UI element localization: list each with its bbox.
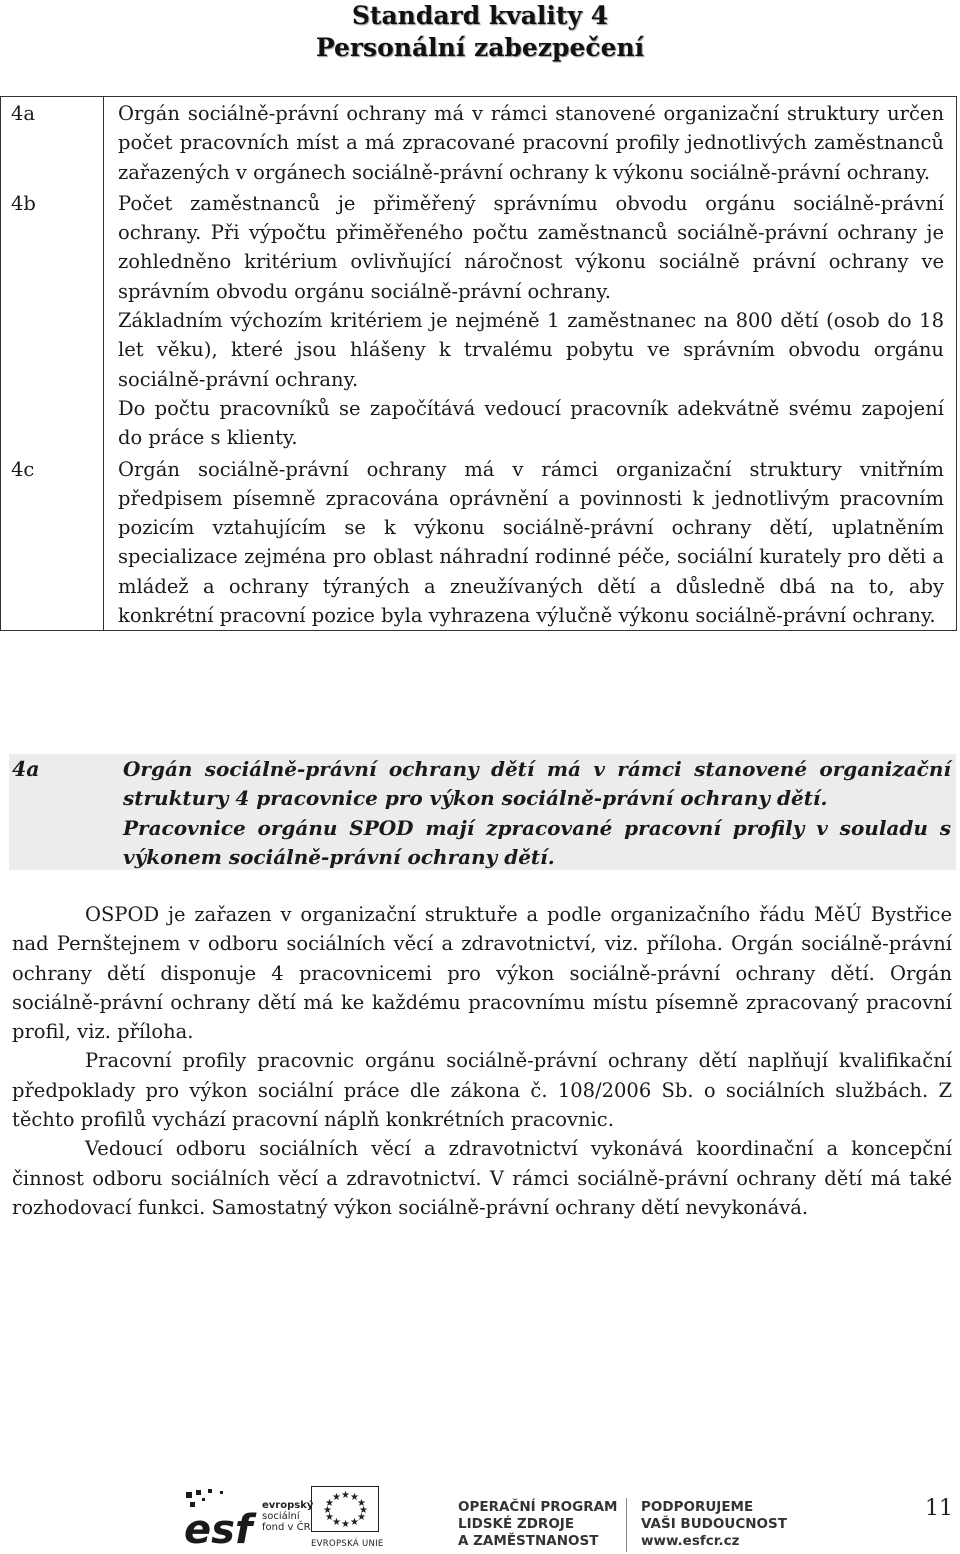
support-logo-text xyxy=(641,1499,787,1550)
op-line: OPERAČNÍ PROGRAM xyxy=(458,1499,618,1515)
criterion-code: 4c xyxy=(1,453,104,631)
footer xyxy=(0,1480,960,1554)
body-text xyxy=(12,900,952,1222)
esf-caption-line: evropský xyxy=(262,1500,314,1511)
esf-caption xyxy=(262,1500,313,1533)
eu-caption: EVROPSKÁ UNIE xyxy=(311,1539,384,1549)
highlight-line: Pracovnice orgánu SPOD mají zpracované pracovní profily v souladu s výkonem sociálně-právní ochrany dětí. xyxy=(123,815,951,870)
body-paragraph: Pracovní profily pracovnic orgánu sociálně-právní ochrany dětí naplňují kvalifikační předpoklady pro výkon sociální práce dle zákona č. 108/2006 Sb. o sociálních službách. Z těchto profilů vychází pracovní náplň konkrétních pracovnic. xyxy=(12,1049,952,1132)
esf-logo-icon xyxy=(182,1488,260,1550)
support-url: www.esfcr.cz xyxy=(641,1533,740,1549)
criterion-paragraph: Orgán sociálně-právní ochrany má v rámci organizační struktury vnitřním předpisem písemně zpracována oprávnění a povinnosti k jednotlivým pracovním pozicím vztahujícím se k výkonu sociálně-právní ochrany dětí, uplatněním specializace zejména pro oblast náhradní rodinné péče, sociální kurately pro děti a mládež a ochrany týraných a zneužívaných dětí a důsledně dbá na to, aby konkrétní pracovní pozice byla vyhrazena výlučně výkonu sociálně-právní ochrany. xyxy=(118,457,944,628)
highlight-text xyxy=(123,755,951,873)
op-line: LIDSKÉ ZDROJE xyxy=(458,1516,575,1532)
esf-caption-line: sociální xyxy=(262,1511,300,1522)
table-row xyxy=(1,97,957,187)
page-number: 11 xyxy=(925,1496,953,1521)
criterion-code: 4a xyxy=(1,97,104,187)
support-line: PODPORUJEME xyxy=(641,1499,754,1515)
esf-logo-text: esf xyxy=(184,1507,253,1550)
op-logo-text xyxy=(458,1499,618,1550)
criterion-paragraph: Orgán sociálně-právní ochrany má v rámci stanovené organizační struktury určen počet pracovních míst a má zpracované pracovní profily jednotlivých zaměstnanců zařazených v orgánech sociálně-právní ochrany k výkonu sociálně-právní ochrany. xyxy=(118,102,944,184)
criterion-code: 4b xyxy=(1,187,104,453)
eu-flag-icon: ★ ★ ★ ★ ★ ★ ★ ★ ★ ★ ★ ★ xyxy=(311,1486,379,1532)
criteria-table xyxy=(0,96,957,631)
table-row xyxy=(1,453,957,631)
highlight-line: Orgán sociálně-právní ochrany dětí má v rámci stanovené organizační struktury 4 pracovnice pro výkon sociálně-právní ochrany dětí. xyxy=(123,757,951,811)
table-row xyxy=(1,187,957,453)
criterion-paragraph: Do počtu pracovníků se započítává vedoucí pracovník adekvátně svému zapojení do práce s klienty. xyxy=(118,396,944,450)
support-line: VAŠI BUDOUCNOST xyxy=(641,1516,787,1532)
op-line: A ZAMĚSTNANOST xyxy=(458,1533,599,1549)
highlight-code: 4a xyxy=(12,757,40,781)
page-title: Standard kvality 4 xyxy=(351,1,609,30)
criterion-text xyxy=(104,187,957,453)
esf-caption-line: fond v ČR xyxy=(262,1522,311,1533)
esf-logo xyxy=(182,1488,260,1554)
page-subtitle: Personální zabezpečení xyxy=(315,33,645,62)
criterion-text xyxy=(104,97,957,187)
footer-divider xyxy=(626,1498,627,1552)
criterion-text xyxy=(104,453,957,631)
body-paragraph: OSPOD je zařazen v organizační struktuře a podle organizačního řádu MěÚ Bystřice nad Pernštejnem v odboru sociálních věcí a zdravotnictví, viz. příloha. Orgán sociálně-právní ochrany dětí disponuje 4 pracovnicemi pro výkon sociálně-právní ochrany dětí. Orgán sociálně-právní ochrany dětí má ke každému pracovnímu místu písemně zpracovaný pracovní profil, viz. příloha. xyxy=(12,903,952,1044)
body-paragraph: Vedoucí odboru sociálních věcí a zdravotnictví vykonává koordinační a koncepční činnost odboru sociálních věcí a zdravotnictví. V rámci sociálně-právní ochrany dětí má také rozhodovací funkci. Samostatný výkon sociálně-právní ochrany dětí nevykonává. xyxy=(12,1137,952,1219)
eu-logo xyxy=(311,1486,385,1532)
criterion-paragraph: Počet zaměstnanců je přiměřený správnímu obvodu orgánu sociálně-právní ochrany. Při výpočtu přiměřeného počtu zaměstnanců sociálně-právní ochrany je zohledněno kritérium ovlivňující náročnost výkonu sociálně právní ochrany ve správním obvodu orgánu sociálně-právní ochrany. xyxy=(118,191,944,303)
criterion-paragraph: Základním výchozím kritériem je nejméně 1 zaměstnanec na 800 dětí (osob do 18 let věku), které jsou hlášeny k trvalému pobytu ve správním obvodu orgánu sociálně-právní ochrany. xyxy=(118,309,944,391)
